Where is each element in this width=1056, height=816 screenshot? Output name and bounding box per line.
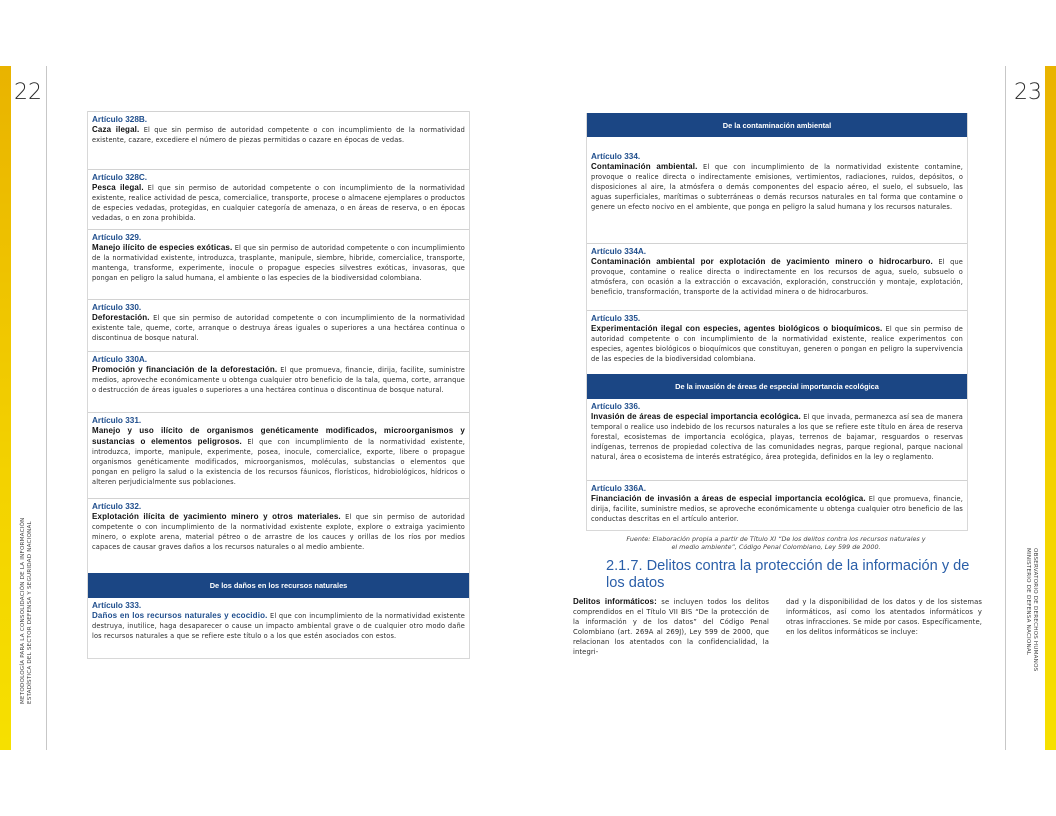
article-lead: Deforestación. bbox=[92, 313, 150, 322]
article-description: El que sin permiso de autoridad competente o con incumplimiento de la normatividad existente, cazare, excediere el número de piezas permitidas o cazare en épocas de vedas. bbox=[92, 126, 465, 144]
page-number-left: 22 bbox=[14, 80, 42, 105]
article-description: El que promueva, financie, dirija, facilite, suministre medios, aproveche económicamente u obtenga cualquier otro beneficio de la tala, quema, corte, arranque o destrucción de áreas iguales o superiores a una hectárea continua o discontinua de bosque natural. bbox=[92, 366, 465, 394]
article-heading: Artículo 335. bbox=[591, 314, 641, 323]
left-article-table bbox=[87, 111, 470, 659]
article-text bbox=[591, 412, 963, 463]
article-description: El que sin permiso de autoridad competente o con incumplimiento de la normatividad existente, introduzca, trasplante, manipule, siembre, hibride, comercialice, transporte, mantenga, transforme, experimente, inocule o propague especies silvestres exóticas, invasoras, que pongan en peligro la salud humana, el ambiente o las especies de la biodiversidad colombiana. bbox=[92, 244, 465, 282]
section-bar: De la contaminación ambiental bbox=[587, 113, 967, 137]
article-description: El que provoque, contamine o realice directa o indirectamente en los recursos de agua, suelo, subsuelo o atmósfera, con ocasión a la extracción o excavación, exploración, construcción y montaje, explotación, beneficio, transformación, transporte de la actividad minera o de hidrocarburos. bbox=[591, 258, 963, 296]
article-row bbox=[587, 480, 967, 530]
article-text bbox=[92, 611, 465, 642]
right-margin-rule bbox=[1005, 66, 1006, 750]
article-row bbox=[88, 412, 469, 498]
article-text bbox=[92, 512, 465, 553]
article-row bbox=[88, 229, 469, 299]
article-heading: Artículo 328B. bbox=[92, 115, 148, 124]
article-row bbox=[88, 498, 469, 573]
article-heading: Artículo 329. bbox=[92, 233, 142, 242]
article-row bbox=[587, 310, 967, 374]
article-description: El que con incumplimiento de la normatividad existente contamine, provoque o realice directa o indirectamente emisiones, vertimientos, radiaciones, ruidos, depósitos, o disposiciones al aire, la atmósfera o demás componentes del espacio aéreo, el suelo, el subsuelo, las aguas superficiales, marítimas o subterráneas o demás recursos naturales en tal forma que contamine o genere un efecto nocivo en el ambiente, que ponga en peligro la salud humana y los recursos naturales. bbox=[591, 163, 964, 211]
caption-line1: Fuente: Elaboración propia a partir de Título XI “De los delitos contra los recursos naturales y bbox=[626, 535, 926, 543]
body-text: se incluyen todos los delitos comprendidos en el Título VII BIS “De la protección de la información y de los datos” del Código Penal Colombiano (art. 269A al 269J), Ley 599 de 2000, que relacionan los atentados con la confidencialidad, la integri- bbox=[573, 598, 770, 656]
article-lead: Invasión de áreas de especial importancia ecológica. bbox=[591, 412, 801, 421]
article-lead: Contaminación ambiental. bbox=[591, 162, 698, 171]
left-edge-bar bbox=[0, 66, 11, 750]
article-row bbox=[88, 299, 469, 351]
table-source-caption bbox=[580, 535, 972, 551]
article-heading: Artículo 334A. bbox=[591, 247, 647, 256]
article-lead: Daños en los recursos naturales y ecocidio. bbox=[92, 611, 268, 620]
article-text bbox=[591, 257, 963, 298]
section-bar: De los daños en los recursos naturales bbox=[88, 573, 469, 598]
article-lead: Experimentación ilegal con especies, agentes biológicos o bioquímicos. bbox=[591, 324, 883, 333]
left-running-header-line1: METODOLOGÍA PARA LA CONSOLIDACIÓN DE LA INFORMACIÓN bbox=[20, 517, 26, 704]
right-running-header-line2: MINISTERIO DE DEFENSA NACIONAL bbox=[1024, 548, 1031, 656]
right-article-table bbox=[586, 113, 968, 531]
article-lead: Manejo ilícito de especies exóticas. bbox=[92, 243, 233, 252]
right-running-header bbox=[1023, 548, 1038, 671]
article-text bbox=[591, 494, 963, 525]
article-description: El que sin permiso de autoridad competente o con incumplimiento de la normatividad existente, realice actividad de pesca, comercialice, transporte, procese o almacene ejemplares o productos de especies vedadas, protegidas, en cualquier categoría de amenaza, o en áreas de reserva, o en épocas vedadas, o en zona prohibida. bbox=[92, 184, 466, 222]
term-lead: Delitos informáticos: bbox=[573, 597, 657, 606]
article-text bbox=[591, 324, 963, 365]
section-bar: De la invasión de áreas de especial importancia ecológica bbox=[587, 374, 967, 399]
article-description: El que con incumplimiento de la normatividad existente destruya, inutilice, haga desaparecer o cause un impacto ambiental grave o de cualquier otro modo dañe los recursos naturales a que se refiere este título o a los que estén asociados con estos. bbox=[92, 612, 465, 640]
right-edge-bar bbox=[1045, 66, 1056, 750]
article-lead: Caza ilegal. bbox=[92, 125, 140, 134]
article-heading: Artículo 331. bbox=[92, 416, 142, 425]
article-heading: Artículo 333. bbox=[92, 601, 142, 610]
body-column-1 bbox=[573, 597, 769, 657]
article-text bbox=[92, 313, 465, 344]
article-row bbox=[88, 111, 469, 169]
article-description: El que invada, permanezca así sea de manera temporal o realice uso indebido de los recursos naturales a los que se refiere este título en área de reserva forestal, ecosistemas de importancia ecológica, playas, terrenos de bajamar, resguardos o reservas indígenas, terrenos de propiedad colectiva de las comunidades negras, parque regional, parque nacional natural, área o ecosistema de interés estratégico, área protegida, definidos en la ley o reglamento. bbox=[591, 413, 964, 461]
article-description: El que sin permiso de autoridad competente o con incumplimiento de la normatividad existente explote, explore o extraiga yacimiento minero, o explote arena, material pétreo o de arrastre de los cauces y orillas de los ríos por medios capaces de causar graves daños a los recursos naturales o al medio ambiente. bbox=[92, 513, 465, 551]
section-title: 2.1.7. Delitos contra la protección de la información y de los datos bbox=[606, 558, 970, 591]
article-description: El que sin permiso de autoridad competente o con incumplimiento de la normatividad existente, realice experimentos con especies, agentes biológicos o bioquímicos que constituyan, generen o pongan en peligro la supervivencia de las especies de la biodiversidad colombiana. bbox=[591, 325, 963, 363]
article-heading: Artículo 336. bbox=[591, 402, 641, 411]
article-heading: Artículo 332. bbox=[92, 502, 142, 511]
left-running-header bbox=[20, 517, 35, 704]
article-text bbox=[92, 243, 465, 284]
article-text bbox=[92, 426, 465, 487]
article-heading: Artículo 334. bbox=[591, 152, 641, 161]
right-running-header-line1: OBSERVATORIO DE DERECHOS HUMANOS bbox=[1032, 548, 1038, 672]
article-text bbox=[92, 183, 465, 224]
article-row bbox=[587, 243, 967, 310]
article-row bbox=[587, 399, 967, 480]
left-running-header-line2: ESTADÍSTICA DEL SECTOR DEFENSA Y SEGURIDAD NACIONAL bbox=[27, 521, 34, 704]
article-text bbox=[591, 162, 963, 213]
article-heading: Artículo 328C. bbox=[92, 173, 148, 182]
article-heading: Artículo 336A. bbox=[591, 484, 647, 493]
article-row bbox=[587, 137, 967, 243]
article-row bbox=[88, 169, 469, 229]
article-row bbox=[88, 351, 469, 412]
article-description: El que sin permiso de autoridad competente o con incumplimiento de la normatividad existente tale, queme, corte, arranque o destruya áreas iguales o superiores a una hectárea continua o discontinua de bosque natural. bbox=[92, 314, 465, 342]
body-column-2: dad y la disponibilidad de los datos y de los sistemas informáticos, así como los atentados informáticos y otras infracciones. Se mide por casos. Específicamente, en los delitos informáticos se incluye: bbox=[786, 598, 982, 636]
left-margin-rule bbox=[46, 66, 47, 750]
article-lead: Financiación de invasión a áreas de especial importancia ecológica. bbox=[591, 494, 866, 503]
article-lead: Explotación ilícita de yacimiento minero y otros materiales. bbox=[92, 512, 341, 521]
article-lead: Manejo y uso ilícito de organismos genéticamente modificados, microorganismos y sustancias o elementos peligrosos. bbox=[92, 426, 465, 446]
article-lead: Promoción y financiación de la deforestación. bbox=[92, 365, 278, 374]
article-heading: Artículo 330. bbox=[92, 303, 142, 312]
article-row bbox=[88, 598, 469, 658]
page-number-right: 23 bbox=[1014, 80, 1042, 105]
article-lead: Pesca ilegal. bbox=[92, 183, 144, 192]
article-heading: Artículo 330A. bbox=[92, 355, 148, 364]
article-lead: Contaminación ambiental por explotación de yacimiento minero o hidrocarburo. bbox=[591, 257, 933, 266]
article-text bbox=[92, 365, 465, 396]
article-text bbox=[92, 125, 465, 146]
article-description: El que promueva, financie, dirija, facilite, suministre medios, se aproveche económicamente u obtenga cualquier otro beneficio de las conductas descritas en el artículo anterior. bbox=[591, 495, 964, 523]
article-description: El que con incumplimiento de la normatividad existente, introduzca, importe, manipule, experimente, posea, inocule, comercialice, exporte, libere o propague organismos genéticamente modificados, microorganismos, moléculas, substancias o elementos que pongan en peligro la salud o la existencia de los recursos fáunicos, florísticos, hidrobiológicos, hídricos o alteren perjudicialmente sus poblaciones. bbox=[92, 437, 465, 486]
caption-line2: el medio ambiente”, Código Penal Colombiano, Ley 599 de 2000. bbox=[671, 543, 881, 551]
